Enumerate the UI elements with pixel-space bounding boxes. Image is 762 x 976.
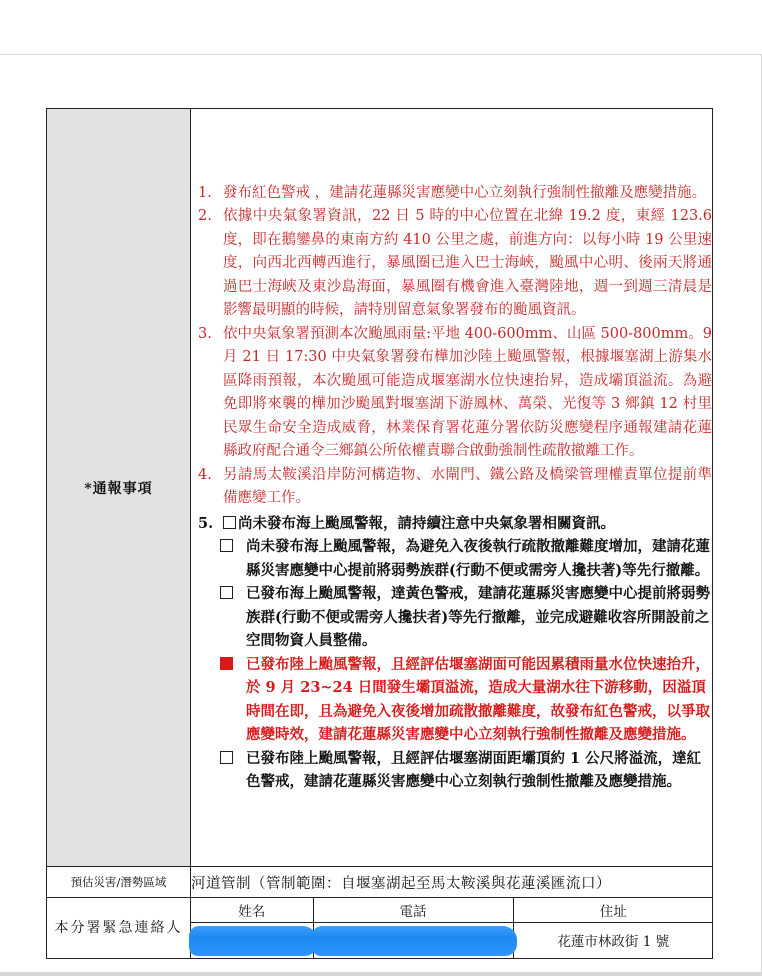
option-1-text: 尚未發布海上颱風警報，請持續注意中央氣象署相關資訊。 [238,514,615,532]
red-item-text: 依中央氣象署預測本次颱風雨量:平地 400-600mm、山區 500-800mm。9 月 21 日 17:30 中央氣象署發布樺加沙陸上颱風警報，根據堰塞湖上游集水區降雨預報，本次颱風可能造成堰塞湖水位快速抬昇，造成壩頂溢流。為避免即將來襲的樺加沙颱風對堰塞湖下游鳳林、萬榮、光復等 3 鄉鎮 12 村里民眾生命安全造成威脅，林業保育署花蓮分署依防災應變程序通報建請花蓮縣政府配合通令三鄉鎮公所依權責聯合啟動強制性疏散撤離工作。 [223,325,712,459]
red-item-text: 依據中央氣象署資訊，22 日 5 時的中心位置在北緯 19.2 度，東經 123.6 度，即在鵝鑾鼻的東南方約 410 公里之處，前進方向：以每小時 19 公里速度，向西北西轉西進行，暴風圈已進入巴士海峽，颱風中心明、後兩天將通過巴士海峽及東沙島海面，暴風圈有機會進入臺灣陸地，週一到週三清晨是影響最明顯的時候，請特別留意氣象署發布的颱風資訊。 [223,208,712,318]
red-item-text: 另請馬太鞍溪沿岸防河構造物、水閘門、鐵公路及橋梁管理權責單位提前準備應變工作。 [223,466,712,506]
red-item-number: 4. [198,466,212,483]
option-2 [191,535,712,582]
item-5-number: 5. [198,514,214,532]
contact-phone-redacted [313,922,513,958]
red-item-number: 1. [198,184,212,201]
option-1 [191,512,712,536]
notice-label-cell [47,109,191,867]
option-1-checkbox[interactable] [223,516,236,529]
contact-header-phone: 電話 [313,898,513,922]
contact-name-redacted [191,922,313,958]
contact-header-row [191,898,713,922]
option-5 [191,747,712,794]
redaction-mark [312,926,517,957]
area-value: 河道管制（管制範圍：自堰塞湖起至馬太鞍溪與花蓮溪匯流口） [191,875,611,892]
red-item-4 [191,464,712,511]
area-value-cell [191,867,713,898]
contact-label-cell [47,898,191,959]
red-item-1 [191,182,712,206]
contact-label: 本分署緊急連絡人 [54,920,183,936]
contact-value-row [191,922,713,958]
red-item-number: 3. [198,325,212,342]
contact-row [47,898,713,959]
red-item-text: 發布紅色警戒 ，建請花蓮縣災害應變中心立刻執行強制性撤離及應變措施。 [223,184,707,201]
area-label-cell [47,867,191,898]
red-item-3 [191,323,712,464]
contact-table [191,898,713,958]
option-4-text: 已發布陸上颱風警報，且經評估堰塞湖面可能因累積雨量水位快速抬升，於 9 月 23~24 日間發生壩頂溢流，造成大量湖水往下游移動，因溢頂時間在即，且為避免入夜後增加疏散撤離難度，故發布紅色警戒，以爭取應變時效，建請花蓮縣災害應變中心立刻執行強制性撤離及應變措施。 [246,655,710,743]
contact-address-value: 花蓮市林政街 1 號 [513,922,713,958]
top-blank-band [0,0,762,54]
contact-header-name: 姓名 [191,898,313,922]
option-2-checkbox[interactable] [220,539,233,552]
notice-row [47,109,713,867]
area-label: 預估災害/潛勢區域 [70,875,167,889]
red-item-2 [191,205,712,323]
option-2-text: 尚未發布海上颱風警報，為避免入夜後執行疏散撤離難度增加，建請花蓮縣災害應變中心提前將弱勢族群(行動不便或需旁人攙扶著)等先行撤離。 [246,538,710,579]
contact-header-address: 住址 [513,898,713,922]
red-item-list [191,182,712,511]
option-3 [191,582,712,653]
bottom-edge [0,972,762,976]
alert-options-block [191,512,712,794]
option-3-text: 已發布海上颱風警報，達黃色警戒，建請花蓮縣災害應變中心提前將弱勢族群(行動不便或需旁人攙扶者)等先行撤離，並完成避難收容所開設前之空間物資人員整備。 [246,585,710,649]
notice-label: *通報事項 [84,480,153,497]
area-row [47,867,713,898]
option-5-checkbox[interactable] [220,751,233,764]
option-4-checkbox-checked[interactable] [220,657,233,670]
red-item-number: 2. [198,208,212,224]
contact-details-cell [191,898,713,959]
redaction-mark [189,926,317,957]
notification-form-table [46,108,713,959]
option-3-checkbox[interactable] [220,586,233,599]
notice-content-cell [191,109,713,867]
option-4 [191,653,712,747]
option-5-text: 已發布陸上颱風警報，且經評估堰塞湖面距壩頂約 1 公尺將溢流，達紅色警戒，建請花蓮縣災害應變中心立刻執行強制性撤離及應變措施。 [246,749,702,790]
